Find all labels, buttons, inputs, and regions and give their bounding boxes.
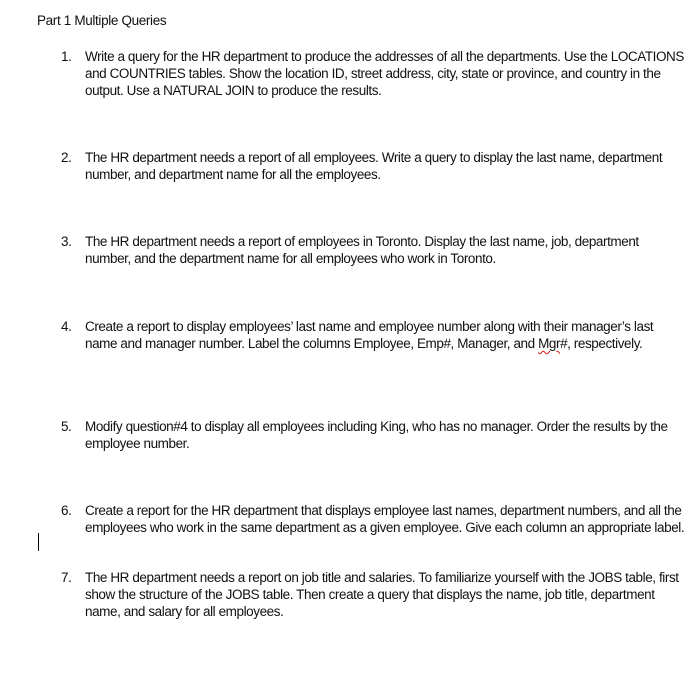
question-text — [85, 418, 668, 452]
question-line: The HR department needs a report of employees in Toronto. Display the last name, job, department — [85, 234, 639, 249]
section-heading: Part 1 Multiple Queries — [37, 13, 167, 28]
question-item — [61, 48, 684, 99]
text-cursor — [38, 533, 39, 551]
question-line: output. Use a NATURAL JOIN to produce the results. — [85, 83, 382, 98]
question-item — [61, 569, 679, 620]
question-number: 6. — [61, 503, 72, 518]
question-text — [85, 502, 685, 536]
question-line: Write a query for the HR department to produce the addresses of all the departments. Use the LOCATIONS — [85, 49, 684, 64]
question-line: employees who work in the same department as a given employee. Give each column an appropriate label. — [85, 520, 685, 535]
question-number: 5. — [61, 419, 72, 434]
question-number: 2. — [61, 150, 72, 165]
question-number: 7. — [61, 570, 72, 585]
question-line: Modify question#4 to display all employees including King, who has no manager. Order the results by the — [85, 419, 668, 434]
question-item — [61, 502, 685, 536]
question-line: employee number. — [85, 436, 190, 451]
question-line: number, and department name for all the employees. — [85, 167, 381, 182]
question-text — [85, 318, 661, 352]
question-text — [85, 233, 661, 267]
question-line: Create a report to display employees’ last name and employee number along with their manager’s last — [85, 319, 654, 334]
question-line: The HR department needs a report of all employees. Write a query to display the last name, department — [85, 150, 663, 165]
question-text — [85, 149, 661, 183]
question-line: The HR department needs a report on job title and salaries. To familiarize yourself with the JOBS table, first — [85, 570, 679, 585]
question-line-start: name and manager number. Label the columns Employee, Emp#, Manager, and — [85, 336, 539, 351]
question-text — [85, 48, 684, 99]
question-line: number, and the department name for all employees who work in Toronto. — [85, 251, 496, 266]
question-line: Create a report for the HR department that displays employee last names, department numbers, and all the — [85, 503, 682, 518]
spellcheck-flagged-word[interactable]: Mgr — [538, 336, 561, 351]
question-line — [85, 335, 661, 352]
question-number: 4. — [61, 319, 72, 334]
question-text — [85, 569, 679, 620]
question-line: and COUNTRIES tables. Show the location ID, street address, city, state or province, and country in the — [85, 66, 661, 81]
question-item — [61, 233, 661, 267]
question-item — [61, 149, 661, 183]
question-item — [61, 418, 668, 452]
question-line: name, and salary for all employees. — [85, 604, 284, 619]
question-item — [61, 318, 661, 352]
question-number: 1. — [61, 49, 72, 64]
question-line-end: #, respectively. — [560, 336, 643, 351]
question-line: show the structure of the JOBS table. Then create a query that displays the name, job title, department — [85, 587, 655, 602]
question-number: 3. — [61, 234, 72, 249]
